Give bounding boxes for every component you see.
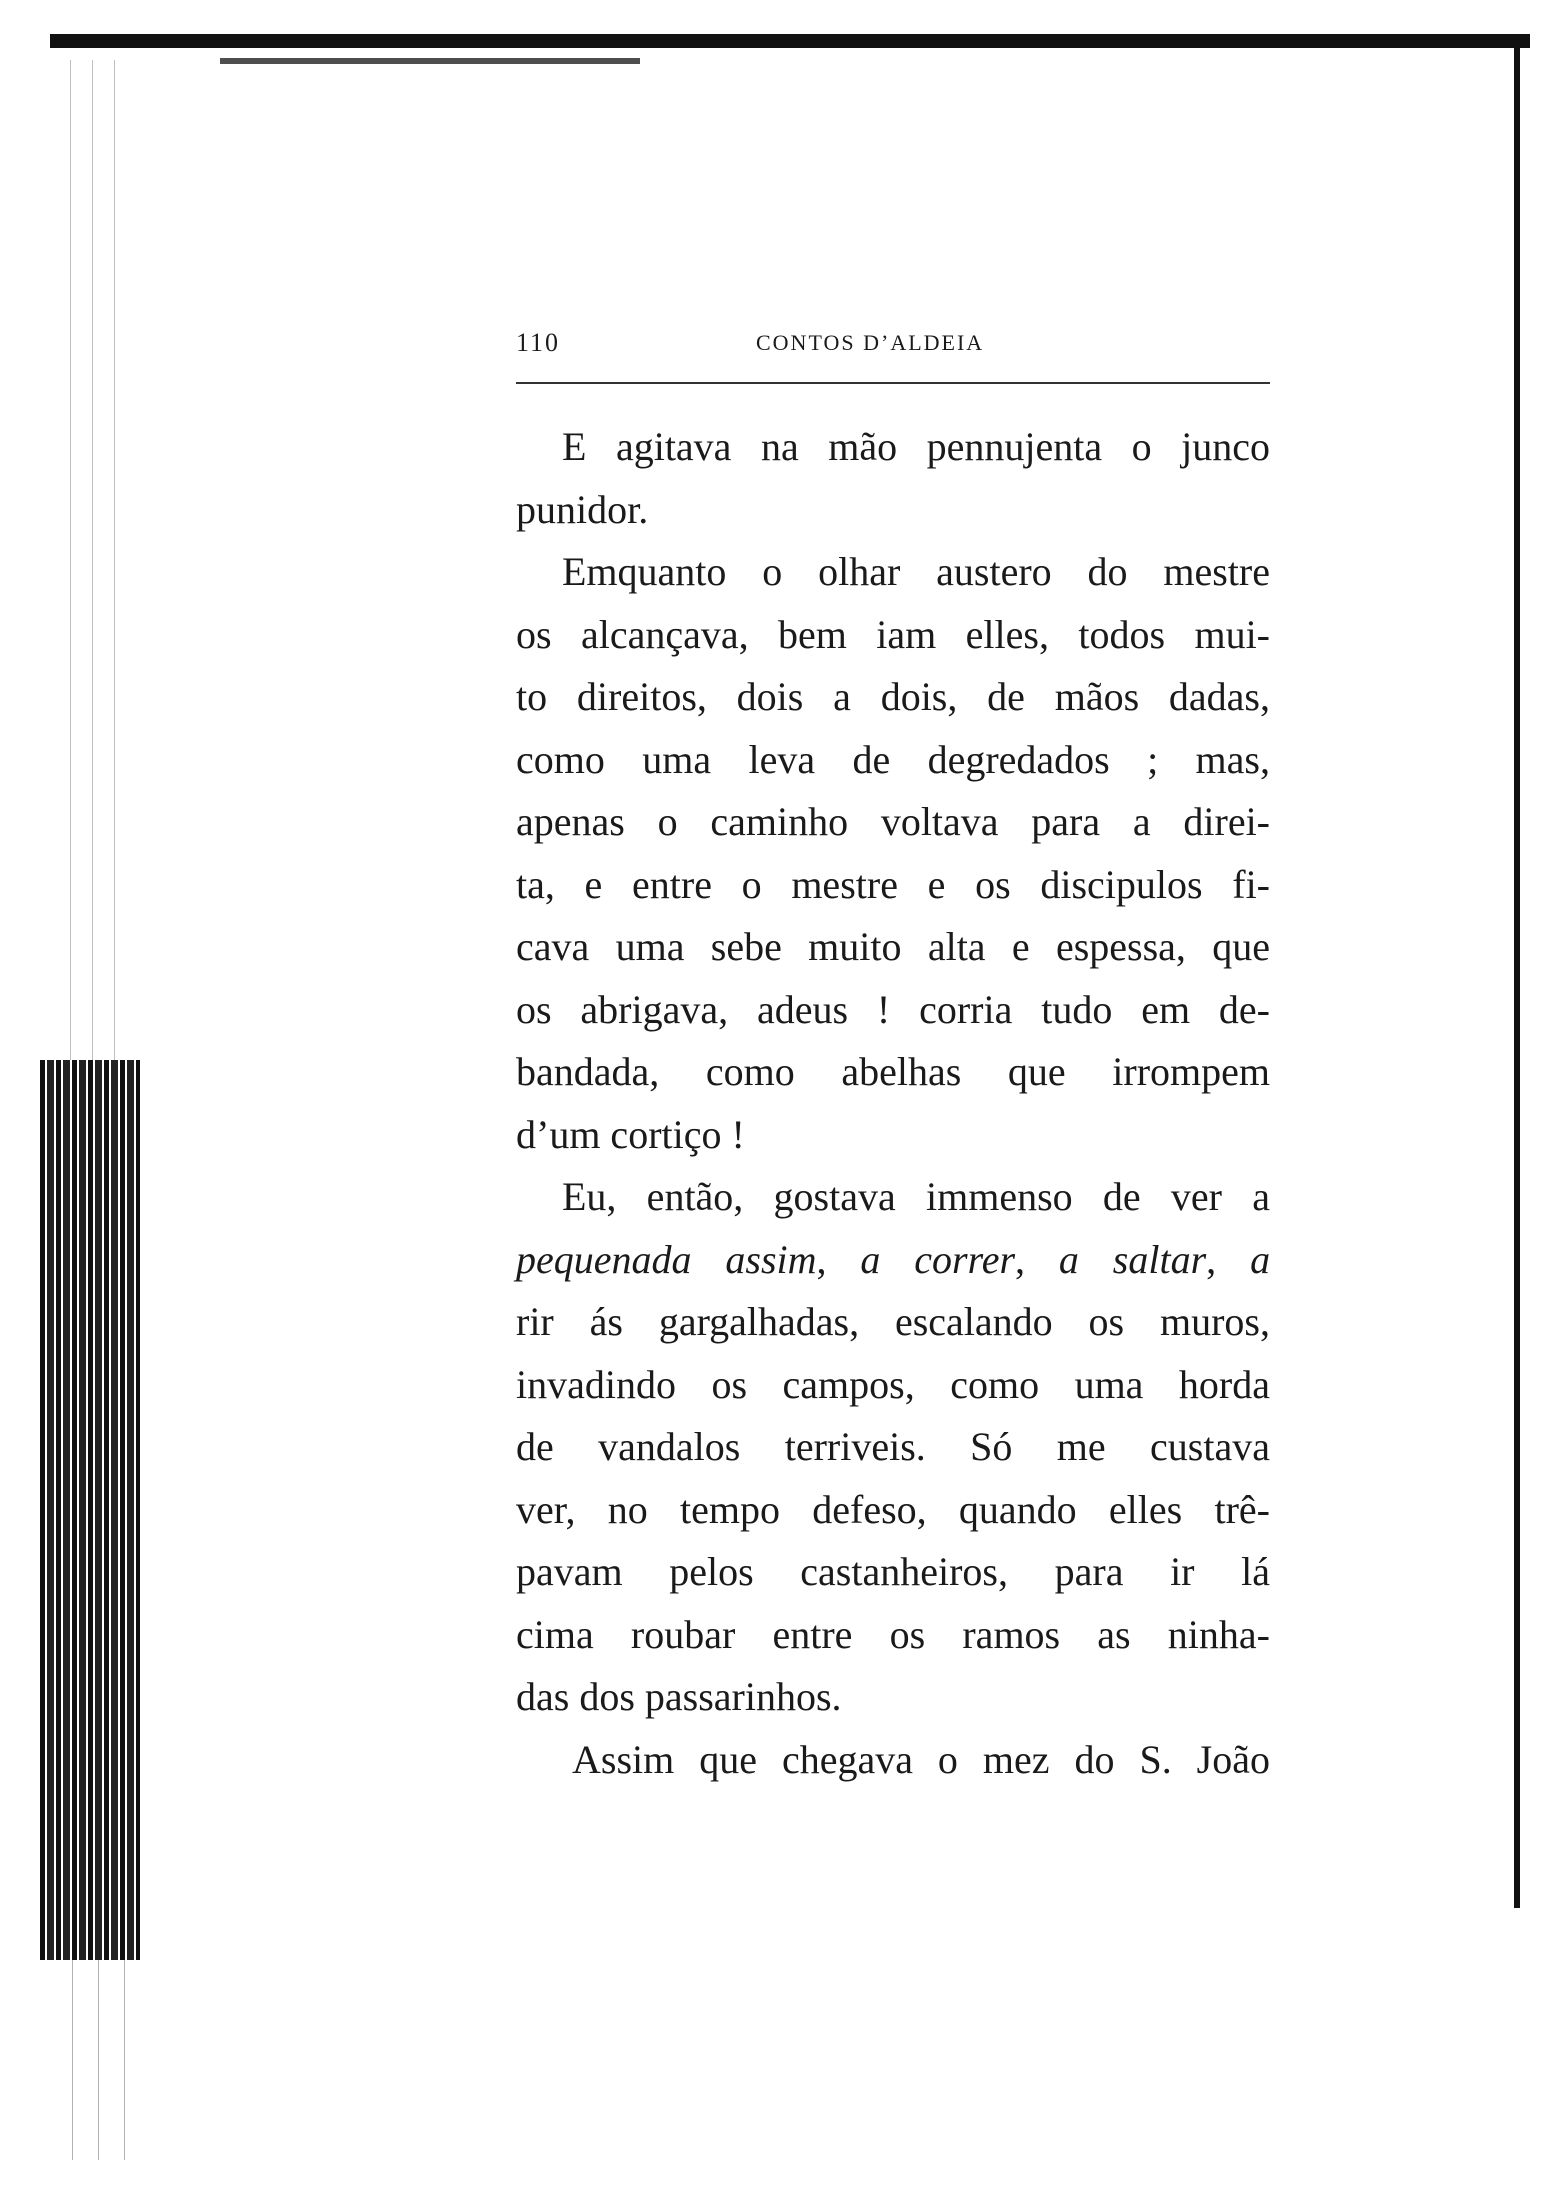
text-line: cava uma sebe muito alta e espessa, que — [516, 924, 1270, 969]
punctuation: , — [816, 1236, 861, 1282]
header-rule — [516, 382, 1270, 384]
italic-phrase: a correr — [860, 1236, 1016, 1282]
scan-artifact-top-streak — [220, 58, 640, 64]
scan-artifact-left-edge — [40, 1060, 140, 1960]
text-line: rir ás gargalhadas, escalando os muros, — [516, 1299, 1270, 1344]
text-line: de vandalos terriveis. Só me custava — [516, 1424, 1270, 1469]
text-line: apenas o caminho voltava para a direi- — [516, 799, 1270, 844]
text-line: pavam pelos castanheiros, para ir lá — [516, 1549, 1270, 1594]
text-line: ver, no tempo defeso, quando elles trê- — [516, 1486, 1270, 1532]
text-line: das dos passarinhos. — [516, 1674, 842, 1719]
page-body — [516, 416, 1270, 1791]
scan-artifact-left-edge-low — [60, 1960, 150, 2160]
scan-artifact-top-bar — [50, 34, 1530, 48]
text-line: Eu, então, gostava immenso de ver a — [562, 1174, 1270, 1219]
text-line: Assim que chegava o mez do S. João — [572, 1736, 1270, 1782]
text-line: os alcançava, bem iam elles, todos mui- — [516, 611, 1270, 657]
punctuation: , — [1206, 1236, 1251, 1282]
text-line: Emquanto o olhar austero do mestre — [562, 549, 1270, 594]
text-line-mixed — [516, 1229, 1270, 1292]
text-line: os abrigava, adeus ! corria tudo em de- — [516, 986, 1270, 1032]
text-line: invadindo os campos, como uma horda — [516, 1361, 1270, 1407]
text-line: ta, e entre o mestre e os discipulos fi- — [516, 861, 1270, 907]
italic-phrase: a — [1250, 1236, 1271, 1282]
scan-artifact-left-edge-faint — [60, 60, 130, 1060]
running-title: CONTOS D’ALDEIA — [756, 330, 985, 355]
text-line: d’um cortiço ! — [516, 1111, 745, 1157]
running-header — [516, 328, 1270, 362]
text-line: to direitos, dois a dois, de mãos dadas, — [516, 674, 1270, 719]
text-line: E agitava na mão pennujenta o junco — [562, 424, 1270, 469]
italic-phrase: pequenada assim — [516, 1236, 817, 1282]
text-line: cima roubar entre os ramos as ninha- — [516, 1611, 1270, 1657]
text-line: como uma leva de degredados ; mas, — [516, 736, 1270, 782]
italic-phrase: a saltar — [1058, 1236, 1207, 1282]
text-line: bandada, como abelhas que irrompem — [516, 1049, 1270, 1094]
punctuation: , — [1015, 1236, 1059, 1282]
scan-artifact-right-edge — [1514, 48, 1520, 1908]
text-line: punidor. — [516, 486, 649, 532]
page-number: 110 — [516, 328, 561, 357]
